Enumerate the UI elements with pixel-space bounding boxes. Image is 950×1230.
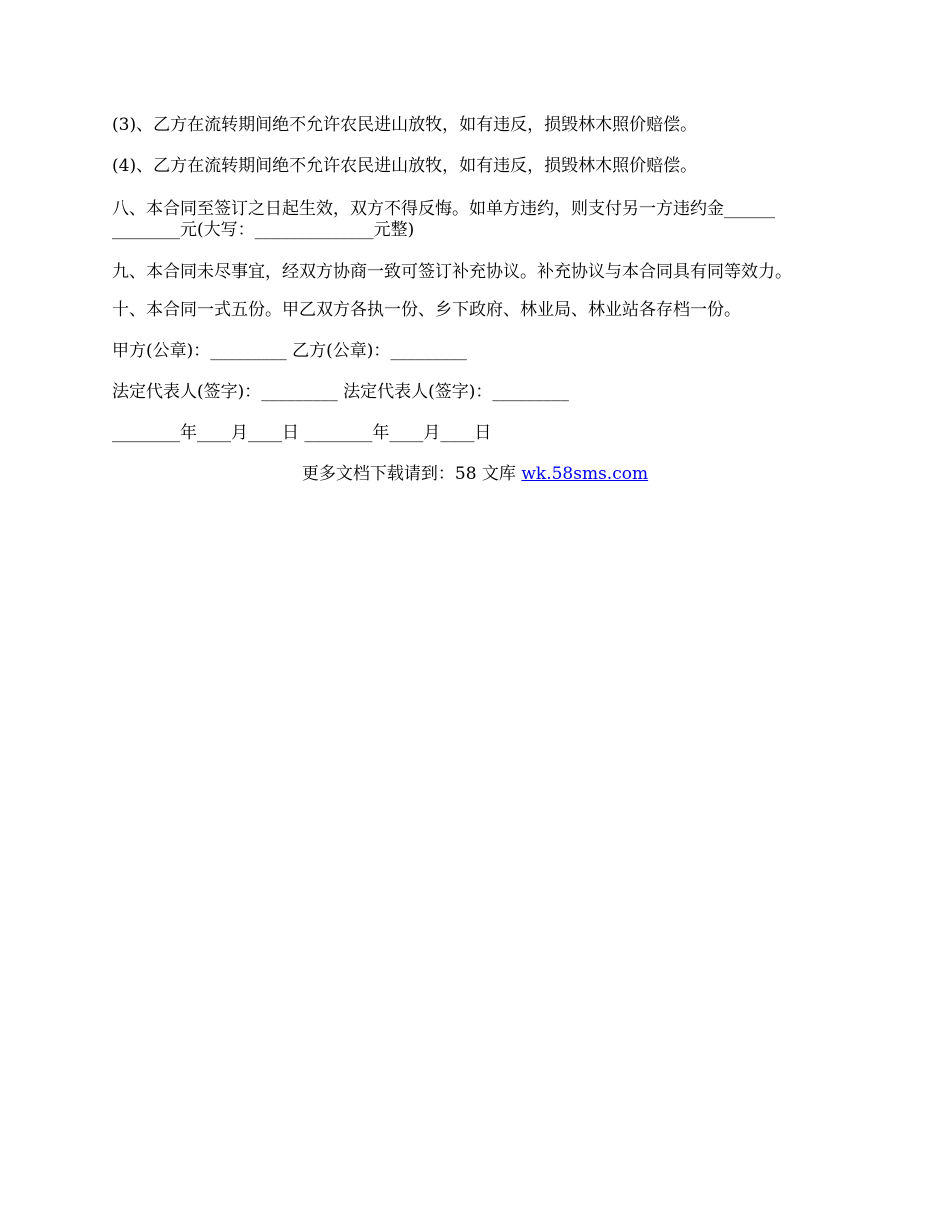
clause-3: (3)、乙方在流转期间绝不允许农民进山放牧，如有违反，损毁林木照价赔偿。 xyxy=(112,115,698,135)
legal-representative-line: 法定代表人(签字)：_________ 法定代表人(签字)：_________ xyxy=(112,382,569,402)
clause-8-line-2: ________元(大写：______________元整) xyxy=(112,220,415,240)
clause-9: 九、本合同未尽事宜，经双方协商一致可签订补充协议。补充协议与本合同具有同等效力。 xyxy=(112,262,792,282)
footer-link[interactable]: wk.58sms.com xyxy=(521,464,649,484)
party-seal-line: 甲方(公章)：_________ 乙方(公章)：_________ xyxy=(112,341,467,361)
footer xyxy=(0,462,950,486)
clause-4: (4)、乙方在流转期间绝不允许农民进山放牧，如有违反，损毁林木照价赔偿。 xyxy=(112,156,698,176)
clause-8-line-1: 八、本合同至签订之日起生效，双方不得反悔。如单方违约，则支付另一方违约金______ xyxy=(112,199,775,219)
clause-10: 十、本合同一式五份。甲乙双方各执一份、乡下政府、林业局、林业站各存档一份。 xyxy=(112,300,741,320)
footer-text: 更多文档下载请到：58 文库 xyxy=(301,464,522,484)
date-line: ________年____月____日 ________年____月____日 xyxy=(112,423,492,443)
